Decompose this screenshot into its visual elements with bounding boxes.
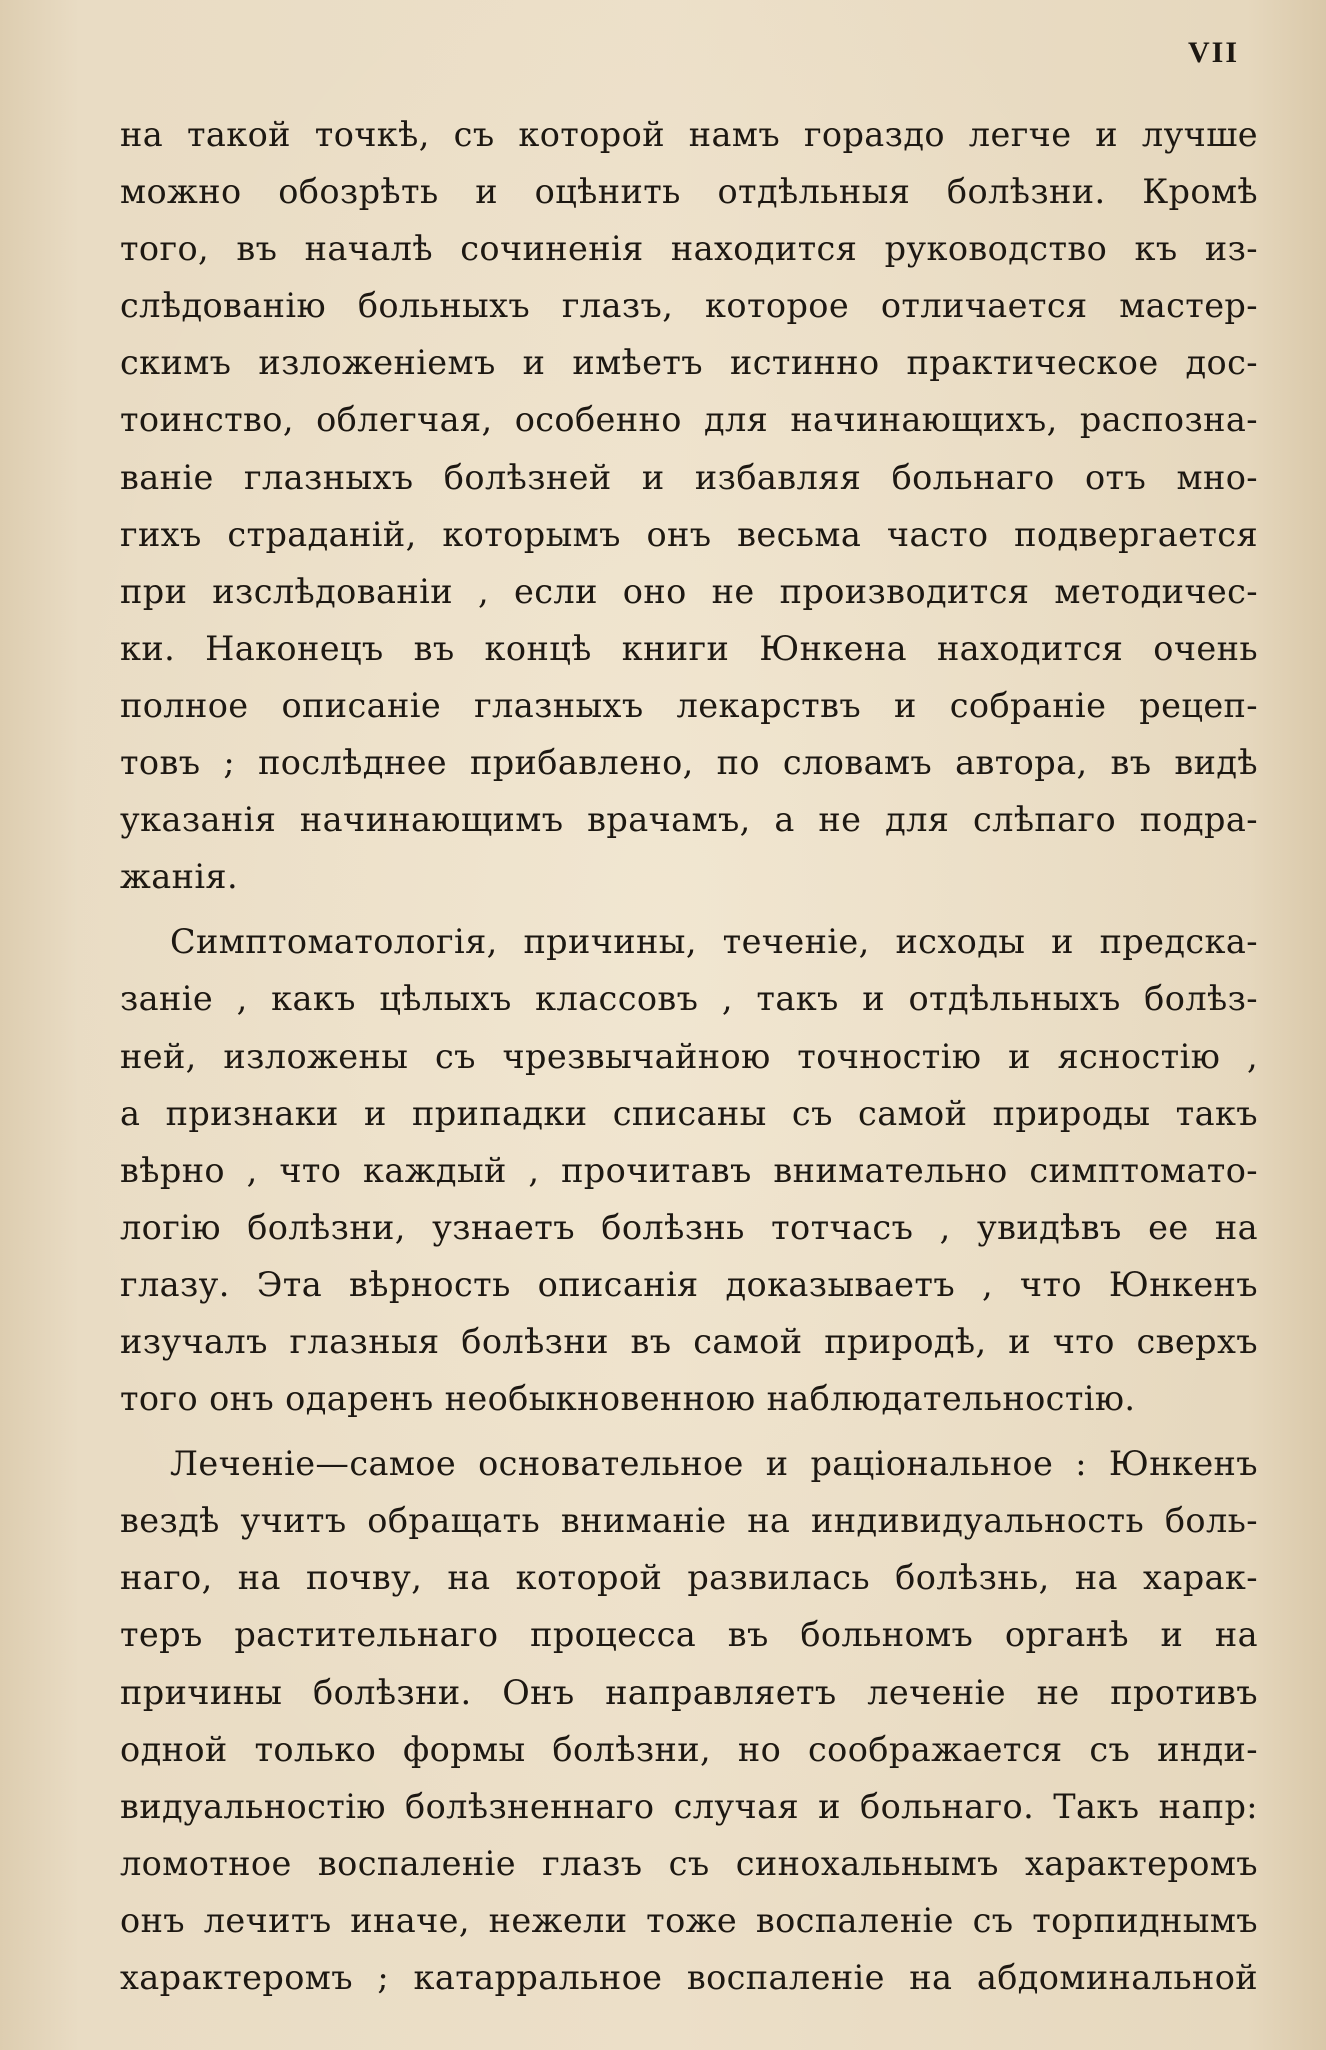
text-line: ломотное воспаленіе глазъ съ синохальнымъ характеромъ (120, 1843, 1258, 1883)
text-line: Леченіе—самое основательное и раціональное : Юнкенъ (170, 1444, 1258, 1484)
text-line: Симптоматологія, причины, теченіе, исходы и предска- (170, 922, 1258, 962)
text-line: онъ лечитъ иначе, нежели тоже воспаленіе съ торпиднымъ (120, 1900, 1258, 1940)
text-line: причины болѣзни. Онъ направляетъ леченіе не противъ (120, 1672, 1258, 1712)
text-line: указанія начинающимъ врачамъ, а не для слѣпаго подра- (120, 800, 1258, 840)
paragraph-3 (120, 1435, 1258, 2006)
paragraph-2 (120, 913, 1258, 1427)
text-line: наго, на почву, на которой развилась болѣзнь, на харак- (120, 1558, 1258, 1598)
text-line: можно обозрѣть и оцѣнить отдѣльныя болѣзни. Кромѣ (120, 172, 1258, 212)
body-text (120, 106, 1258, 2006)
text-line: того, въ началѣ сочиненія находится руководство къ из- (120, 229, 1258, 269)
text-line: при изслѣдованіи , если оно не производится методичес- (120, 571, 1258, 611)
text-line: глазу. Эта вѣрность описанія доказываетъ , что Юнкенъ (120, 1264, 1258, 1304)
page-number: VII (1188, 36, 1240, 69)
text-line: логію болѣзни, узнаетъ болѣзнь тотчасъ , увидѣвъ ее на (120, 1207, 1258, 1247)
text-line: того онъ одаренъ необыкновенною наблюдательностію. (120, 1379, 1136, 1419)
text-line: характеромъ ; катарральное воспаленіе на абдоминальной (120, 1958, 1258, 1997)
text-line: на такой точкѣ, съ которой намъ гораздо легче и лучше (120, 115, 1258, 154)
text-line: слѣдованію больныхъ глазъ, которое отличается мастер- (120, 286, 1258, 326)
text-line: а признаки и припадки списаны съ самой природы такъ (120, 1093, 1258, 1133)
text-line: теръ растительнаго процесса въ больномъ органѣ и на (120, 1615, 1258, 1655)
paragraph-1 (120, 106, 1258, 905)
text-line: ки. Наконецъ въ концѣ книги Юнкена находится очень (120, 628, 1258, 668)
text-line: тоинство, облегчая, особенно для начинающихъ, распозна- (120, 400, 1258, 440)
text-line: скимъ изложеніемъ и имѣетъ истинно практическое дос- (120, 343, 1258, 383)
paragraph-gap (120, 1427, 1258, 1435)
text-line: полное описаніе глазныхъ лекарствъ и собраніе рецеп- (120, 685, 1258, 725)
text-line: вѣрно , что каждый , прочитавъ внимательно симптомато- (120, 1150, 1258, 1190)
text-line: изучалъ глазныя болѣзни въ самой природѣ, и что сверхъ (120, 1321, 1258, 1361)
text-line: ней, изложены съ чрезвычайною точностію и ясностію , (120, 1036, 1258, 1076)
text-line: товъ ; послѣднее прибавлено, по словамъ автора, въ видѣ (120, 743, 1258, 783)
text-line: одной только формы болѣзни, но соображается съ инди- (120, 1729, 1258, 1769)
text-line: жанія. (120, 857, 239, 897)
text-line: ваніе глазныхъ болѣзней и избавляя больнаго отъ мно- (120, 457, 1258, 497)
text-line: гихъ страданій, которымъ онъ весьма часто подвергается (120, 514, 1258, 554)
text-line: видуальностію болѣзненнаго случая и больнаго. Такъ напр: (120, 1786, 1258, 1826)
text-line: вездѣ учитъ обращать вниманіе на индивидуальность боль- (120, 1501, 1258, 1541)
text-line: заніе , какъ цѣлыхъ классовъ , такъ и отдѣльныхъ болѣз- (120, 979, 1258, 1019)
paragraph-gap (120, 905, 1258, 913)
